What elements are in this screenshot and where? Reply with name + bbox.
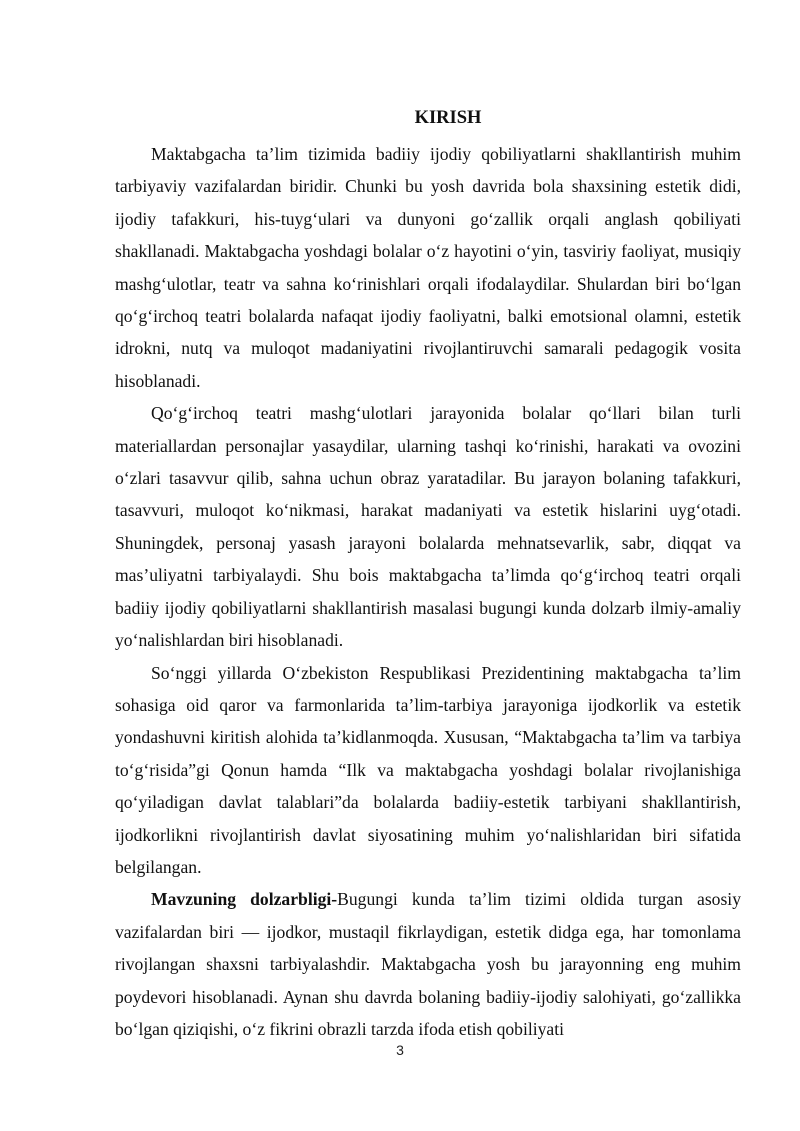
paragraph-4-text: Bugungi kunda ta’lim tizimi oldida turgan asosiy vazifalardan biri — ijodkor, mustaqil fikrlaydigan, estetik didga ega, har tomonlama rivojlangan shaxsni tarbiyalashdir. Maktabgacha yosh bu jarayonning eng muhim poydevori hisoblanadi. Aynan shu davrda bolaning badiiy-ijodiy salohiyati, go‘zallikka bo‘lgan qiziqishi, o‘z fikrini obrazli tarzda ifoda etish qobiliyati (115, 889, 741, 1039)
paragraph-4-lead: Mavzuning dolzarbligi- (151, 889, 338, 910)
section-heading: KIRISH (414, 108, 482, 128)
page-body (115, 104, 741, 1045)
paragraph-1: Maktabgacha ta’lim tizimida badiiy ijodiy qobiliyatlarni shakllantirish muhim tarbiyaviy vazifalardan biridir. Chunki bu yosh davrida bola shaxsining estetik didi, ijodiy tafakkuri, his-tuyg‘ulari va dunyoni go‘zallik orqali anglash qobiliyati shakllanadi. Maktabgacha yoshdagi bolalar o‘z hayotini o‘yin, tasviriy faoliyat, musiqiy mashg‘ulotlar, teatr va sahna ko‘rinishlari orqali ifodalaydilar. Shulardan biri bo‘lgan qo‘g‘irchoq teatri bolalarda nafaqat ijodiy faoliyatni, balki emotsional olamni, estetik idrokni, nutq va muloqot madaniyatini rivojlantiruvchi samarali pedagogik vosita hisoblanadi. (115, 144, 741, 391)
paragraph-4 (115, 883, 741, 1045)
paragraph-2: Qo‘g‘irchoq teatri mashg‘ulotlari jarayonida bolalar qo‘llari bilan turli materiallardan personajlar yasaydilar, ularning tashqi ko‘rinishi, harakati va ovozini o‘zlari tasavvur qilib, sahna uchun obraz yaratadilar. Bu jarayon bolaning tafakkuri, tasavvuri, muloqot ko‘nikmasi, harakat madaniyati va estetik hislarini uyg‘otadi. Shuningdek, personaj yasash jarayoni bolalarda mehnatsevarlik, sabr, diqqat va mas’uliyatni tarbiyalaydi. Shu bois maktabgacha ta’limda qo‘g‘irchoq teatri orqali badiiy ijodiy qobiliyatlarni shakllantirish masalasi bugungi kunda dolzarb ilmiy-amaliy yo‘nalishlardan biri hisoblanadi. (115, 403, 741, 651)
paragraph-3: So‘nggi yillarda O‘zbekiston Respublikasi Prezidentining maktabgacha ta’lim sohasiga oid qaror va farmonlarida ta’lim-tarbiya jarayoniga ijodkorlik va estetik yondashuvni kiritish alohida ta’kidlanmoqda. Xususan, “Maktabgacha ta’lim va tarbiya to‘g‘risida”gi Qonun hamda “Ilk va maktabgacha yoshdagi bolalar rivojlanishiga qo‘yiladigan davlat talablari”da bolalarda badiiy-estetik tarbiyani shakllantirish, ijodkorlikni rivojlantirish davlat siyosatining muhim yo‘nalishlaridan biri sifatida belgilangan. (115, 662, 741, 877)
page-number: 3 (396, 1042, 404, 1058)
